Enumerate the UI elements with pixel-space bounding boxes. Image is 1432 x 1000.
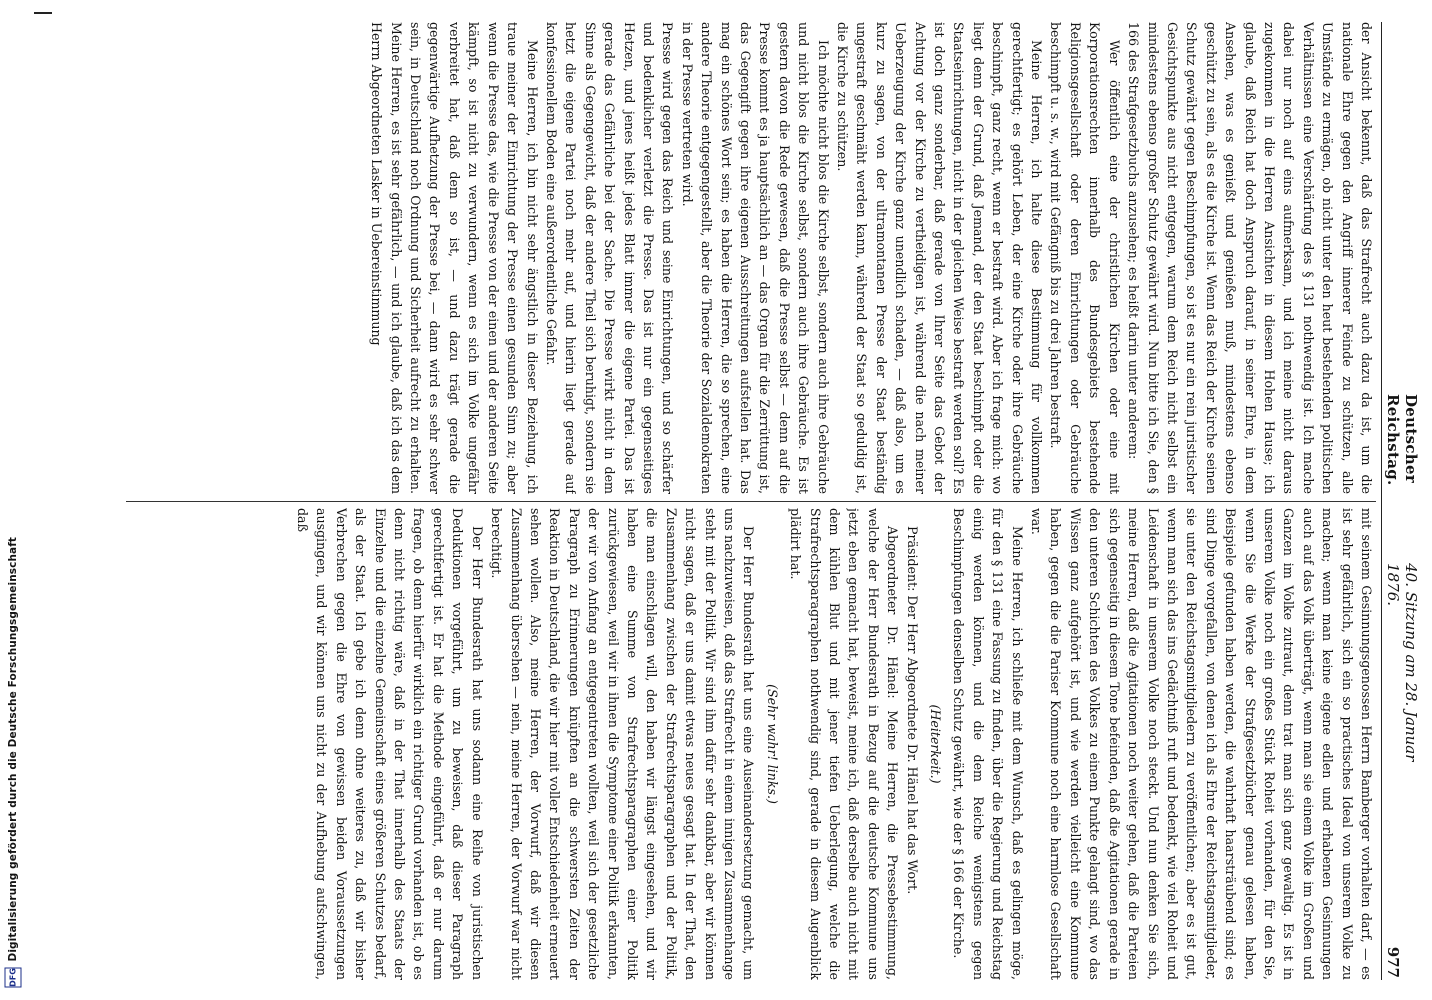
digitization-sidebar — [0, 0, 26, 1000]
paragraph: mit seinem Gesinnungsgenossen Herrn Bamberger vorhalten darf, — es ist sehr gefährlich, sich ein so practisches Ideal von unserem Volke zu machen; wenn man keine eigene edlen und erhabenen Gesinnungen auch auf das Volk überträgt, wenn man sie einem Volke im Großen und Ganzen im Volke zutraut, denn trat man sich ganz gewaltig. Es ist in unserem Volke noch ein großes Stück Roheit vorhanden, für den Sie, wenn Sie die Werke der Strafgesetzbücher genau gelesen haben, Beispiele gefunden haben werden, die wahrhaft haarsträubend sind; es sind Dinge vorgefallen, von denen ich als Ehre der Reichstagsmitglieder, sie unter den Reichstagsmitgliedern zu veröffentlichen; aber es ist gut, wenn man sich das ins Gedächtniß ruft und bedenkt, wie viel Roheit und Leidenschaft in unserem Volke noch steckt. Und nun denken Sie sich, meine Herren, daß die Agitationen noch weiter gehen, daß die Parteien sich gegenseitig in diesem Tone befeinden, daß die Agitationen gerade in den unteren Schichten des Volkes zu einem Punkte gelangt sind, wo das Wissen ganz aufgehört ist, und wie werden vielleicht eine Kommune haben, gegen die die Pariser Kommune noch eine harmlose Gesellschaft war. — [1029, 508, 1374, 980]
paragraph: Der Herr Bundesrath hat uns eine Auseinandersetzung gemacht, um uns nachzuweisen, daß das Strafrecht in einem innigen Zusammenhange steht mit der Politik. Wir sind ihm dafür sehr dankbar, aber wir können nicht sagen, daß er uns damit etwas neues gesagt hat. In der That, den Zusammenhang zwischen der Strafrechtsparagraphen und der Politik, die man einschlagen will, den haben wir längst eingesehen, und wir haben eine Summe von Strafrechtsparagraphen einer Politik zurückgewiesen, weil wir in ihnen die Symptome einer Politik erkannten, der wir von Anfang an entgegentreten wollten, weil sich der gesetzliche Paragraph zu Erinnerungen knüpften an die schwersten Zeiten der Reaktion in Deutschland, die wir hier mit voller Entschiedenheit erneuert sehen wollen. Also, meine Herren, der Vorwurf, daß wir diesen Zusammenhang übersehen — nein, meine Herren, der Vorwurf war nicht berechtigt. — [489, 508, 757, 980]
page-header — [1381, 22, 1420, 980]
speaker-paragraph: Abgeordneter Dr. Hänel: Meine Herren, die Pressebestimmung, welche der Herr Bundesrath in Bezug auf die deutsche Kommune uns jetzt eben gemacht hat, beweist, meine ich, daß derselbe auch nicht mit dem kühlen Blut und mit jener tiefen Ueberlegung, welche die Strafrechtsparagraphen nothwendig sind, gerade in diesem Augenblick plädirt hat. — [788, 508, 901, 980]
stage-direction: (Sehr wahr! links.) — [764, 684, 780, 804]
publication-title: Deutscher Reichstag. — [1384, 394, 1420, 486]
rotated-page-content — [110, 22, 1420, 980]
funding-credit: Digitalisierung gefördert durch die Deutsche Forschungsgemeinschaft — [7, 536, 19, 961]
scan-mark — [34, 12, 52, 14]
stage-direction: (Heiterkeit.) — [928, 704, 944, 784]
session-info: 40. Sitzung am 28. Januar 1876. — [1384, 563, 1420, 762]
speaker-paragraph: Präsident: Der Herr Abgeordnete Dr. Hänel hat das Wort. — [904, 526, 920, 895]
paragraph: Meine Herren, ich bin nicht sehr ängstlich in dieser Beziehung, ich traue meiner der Einrichtung der Presse einen gesunden Sinn zu; aber wenn die Presse das, wie die Presse von der einen und der anderen Seite kämpft, so ist nicht zu verwundern, wenn es sich im Volke ungefähr verbreitet hat, daß dem so ist, — und dazu trägt gerade die gegenwärtige Aufhetzung der Presse bei, — dann wird es sehr schwer sein, in Deutschland noch Ordnung und Sicherheit aufrecht zu erhalten. Meine Herren, es ist sehr gefährlich, — und ich glaube, daß ich das dem Herrn Abgeordneten Lasker in Uebereinstimmung — [369, 22, 540, 494]
quotation: Wer öffentlich eine der christlichen Kirchen oder eine mit Korporationsrechten innerhalb des Bundesgebiets bestehende Religionsgesellschaft oder deren Einrichtungen oder Gebräuche beschimpft u. s. w., wird mit Gefängniß bis zu drei Jahren bestraft. — [1048, 22, 1122, 494]
dfg-logo: DFG — [5, 968, 22, 988]
paragraph: Der Herr Bundesrath hat uns sodann eine Reihe von juristischen Deduktionen vorgeführt, um zu beweisen, daß dieser Paragraph gerechtfertigt ist. Er hat die Methode eingeführt, daß er nur darum fragen, ob denn hierfür wirklich ein richtiger Grund vorhanden ist, ob es denn nicht richtig wäre, daß in der That innerhalb des Staats der Einzelne und die einzelne Gemeinschaft eines größeren Schutzes bedarf, als der Staat. Ich gebe ich denn ohne weiteres zu, daß wir bisher Verbrechen gegen die Ehre von gewissen beiden Voraussetzungen ausgingen, und wir können uns nicht zu der Aufhebung aufschwingen, daß — [295, 508, 485, 980]
paragraph: Presse wird gegen das Reich und seine Einrichtungen, und so schärfer und bedenklicher verletzt die Presse. Das ist nur ein gegenseitiges Hetzen, und jenes heißt jedes Blatt immer die eigene Partei. Das ist gerade das Gefährliche bei der Sache. Die Presse wirkt nicht in dem Sinne als Gegengewicht, daß der andere Theil sich beruhigt, sondern sie hetzt die eigene Partei noch mehr auf, und hierin liegt gerade auf konfessionellem Boden eine außerordentliche Gefahr. — [543, 22, 676, 494]
paragraph: Meine Herren, ich halte diese Bestimmung für vollkommen gerechtfertigt; es gehört Leben, der eine Kirche oder ihre Gebräuche beschimpft, ganz recht, wenn er bestraft wird. Aber ich frage mich: wo liegt denn der Grund, daß Jemand, der den Staat beschimpft oder die Staatseinrichtungen, nicht in der gleichen Weise bestraft werden soll? Es ist doch ganz sonderbar, daß gerade von Ihrer Seite das Gebot der Achtung vor der Kirche zu vertheidigen ist, während die nach meiner Ueberzeugung der Kirche ganz unendlich schaden, — daß also, um es kurz zu sagen, von der ultramontanen Presse der Staat beständig ungestraft geschmäht werden kann, während der Staat so geduldig ist, die Kirche zu schützen. — [835, 22, 1045, 494]
paragraph: Ich möchte nicht blos die Kirche selbst, sondern auch ihre Gebräuche und nicht blos die Kirche selbst, sondern auch ihre Gebräuche. Es ist gestern davon die Rede gewesen, daß die Presse selbst — denn auf die Presse kommt es ja hauptsächlich an — das Organ für die Zerrüttung ist, das Gegengift gegen ihre eigenen Ausschreitungen aufstellen hat. Das mag ein schönes Wort sein; es haben die Herren, die so sprechen, eine andere Theorie entgegengestellt, aber die Theorie der Sozialdemokraten in der Presse vertreten wird. — [679, 22, 831, 494]
left-column — [116, 22, 1376, 494]
paragraph: der Ansicht bekennt, daß das Strafrecht auch dazu da ist, um die nationale Ehre gegen den Angriff innerer Feinde zu schützen, alle Umstände zu ermägen, ob nicht unter den heut bestehenden politischen Verhältnissen eine Verschärfung des § 131 nothwendig ist. Ich mache dabei nur noch auf eins aufmerksam, und ich meine nicht daraus zugekommen in die Herren Ansichten in diesem Hohen Hause; ich glaube, daß Reich hat doch Anspruch darauf, in seiner Ehre, in dem Ansehen, was es genießt und genießen muß, mindestens ebenso geschützt zu sein, als es die Kirche ist. Wenn das Reich der Kirche seinen Schutz gewährt gegen Beschimpfungen, so ist es nur ein rein juristischer Gesichtspunkte aus nicht entgegen, warum dem Reich nicht selbst ein mindestens ebenso großer Schutz gewährt wird. Nun bitte ich Sie, den § 166 des Strafgesetzbuchs anzusehen; es heißt darin unter anderem: — [1126, 22, 1374, 494]
right-column — [116, 508, 1376, 980]
paragraph: Meine Herren, ich schließe mit dem Wunsch, daß es gelingen möge, für den § 131 eine Fassung zu finden, über die Regierung und Reichstag einig werden können, und die dem Reiche wenigstens gegen Beschimpfungen denselben Schutz gewährt, wie der § 166 der Kirche. — [951, 508, 1025, 980]
column-divider — [126, 501, 1376, 502]
page-number: 977 — [1384, 946, 1402, 978]
